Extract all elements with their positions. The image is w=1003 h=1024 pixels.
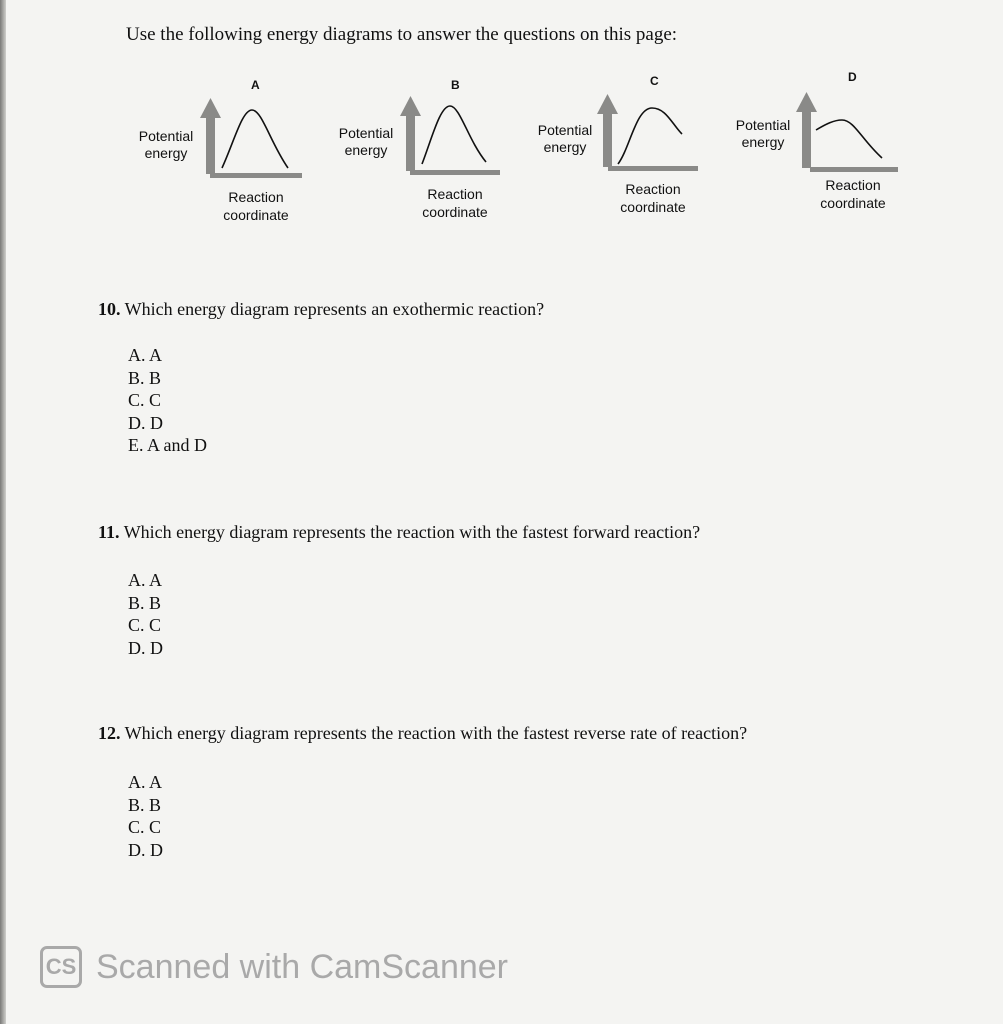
question-number: 11.: [98, 522, 120, 542]
y-axis-label-line2: energy: [741, 134, 785, 150]
y-axis-arrow-shaft: [802, 110, 811, 168]
question-text: Which energy diagram represents the reaction with the fastest forward reaction?: [119, 522, 701, 542]
diagram-letter: C: [650, 74, 659, 88]
x-axis-label-line1: Reaction: [625, 181, 681, 197]
answer-choice[interactable]: A. A: [128, 772, 163, 792]
energy-curve: [222, 110, 288, 168]
x-axis-label-line2: coordinate: [422, 204, 488, 220]
answer-choice[interactable]: C. C: [128, 615, 162, 635]
y-axis-label-line1: Potential: [735, 117, 791, 133]
answer-choice[interactable]: B. B: [128, 592, 162, 613]
y-axis-arrow-head: [200, 98, 221, 118]
y-axis-label-line2: energy: [543, 139, 587, 155]
y-axis-arrow-head: [400, 96, 421, 116]
diagram-letter: D: [848, 70, 857, 84]
answer-choice[interactable]: D. D: [128, 637, 163, 658]
x-axis-arrow: [608, 166, 698, 171]
answer-choice[interactable]: A. A: [128, 570, 163, 590]
answer-choice[interactable]: D. D: [128, 412, 163, 433]
answer-choices-12: [128, 771, 163, 861]
question-text: Which energy diagram represents an exothermic reaction?: [120, 299, 545, 319]
diagram-letter: B: [451, 78, 460, 92]
energy-curve-graphic: [130, 72, 330, 182]
question-12: [98, 723, 747, 744]
question-number: 10.: [98, 299, 121, 319]
energy-curve-graphic: [728, 66, 928, 176]
camscanner-logo-icon: CS: [40, 946, 82, 988]
energy-curve-graphic: [530, 68, 730, 178]
energy-curve: [816, 120, 882, 158]
x-axis-label-line2: coordinate: [223, 207, 289, 223]
question-number: 12.: [98, 723, 121, 743]
x-axis-arrow: [810, 167, 898, 172]
diagram-letter: A: [251, 78, 260, 92]
answer-choice[interactable]: D. D: [128, 839, 163, 860]
energy-diagram-b: [330, 70, 530, 230]
watermark-text: Scanned with CamScanner: [96, 947, 509, 986]
energy-curve: [618, 108, 682, 164]
question-11: [98, 522, 700, 543]
x-axis-arrow: [410, 170, 500, 175]
energy-diagram-d: [728, 66, 928, 226]
answer-choices-11: [128, 569, 163, 659]
answer-choice[interactable]: C. C: [128, 390, 162, 410]
x-axis-label: [211, 188, 301, 224]
y-axis-label-line1: Potential: [338, 125, 394, 141]
question-10: [98, 299, 544, 320]
x-axis-label: [808, 176, 898, 212]
instruction-text: Use the following energy diagrams to answer the questions on this page:: [126, 24, 678, 45]
camscanner-watermark: [40, 944, 508, 990]
y-axis-arrow-shaft: [206, 116, 215, 174]
y-axis-arrow-shaft: [406, 114, 415, 171]
x-axis-label-line1: Reaction: [825, 177, 881, 193]
x-axis-label-line1: Reaction: [427, 186, 483, 202]
question-text: Which energy diagram represents the reaction with the fastest reverse rate of reaction?: [120, 723, 748, 743]
x-axis-label-line2: coordinate: [620, 199, 686, 215]
answer-choice[interactable]: B. B: [128, 794, 162, 815]
energy-curve: [422, 106, 486, 164]
y-axis-label-line2: energy: [344, 142, 388, 158]
energy-diagram-a: [130, 72, 330, 232]
answer-choices-10: [128, 344, 207, 457]
energy-diagram-c: [530, 68, 730, 228]
y-axis-label-line2: energy: [144, 145, 188, 161]
y-axis-arrow-head: [597, 94, 618, 114]
x-axis-label-line1: Reaction: [228, 189, 284, 205]
y-axis-label-line1: Potential: [138, 128, 194, 144]
y-axis-arrow-shaft: [603, 112, 612, 167]
answer-choice[interactable]: A. A: [128, 345, 163, 365]
x-axis-label: [608, 180, 698, 216]
x-axis-label: [410, 185, 500, 221]
page-edge: [0, 0, 6, 1024]
answer-choice[interactable]: B. B: [128, 367, 162, 388]
answer-choice[interactable]: C. C: [128, 817, 162, 837]
answer-choice[interactable]: E. A and D: [128, 435, 207, 455]
x-axis-arrow: [210, 173, 302, 178]
y-axis-label-line1: Potential: [537, 122, 593, 138]
x-axis-label-line2: coordinate: [820, 195, 886, 211]
energy-curve-graphic: [330, 70, 530, 180]
y-axis-arrow-head: [796, 92, 817, 112]
